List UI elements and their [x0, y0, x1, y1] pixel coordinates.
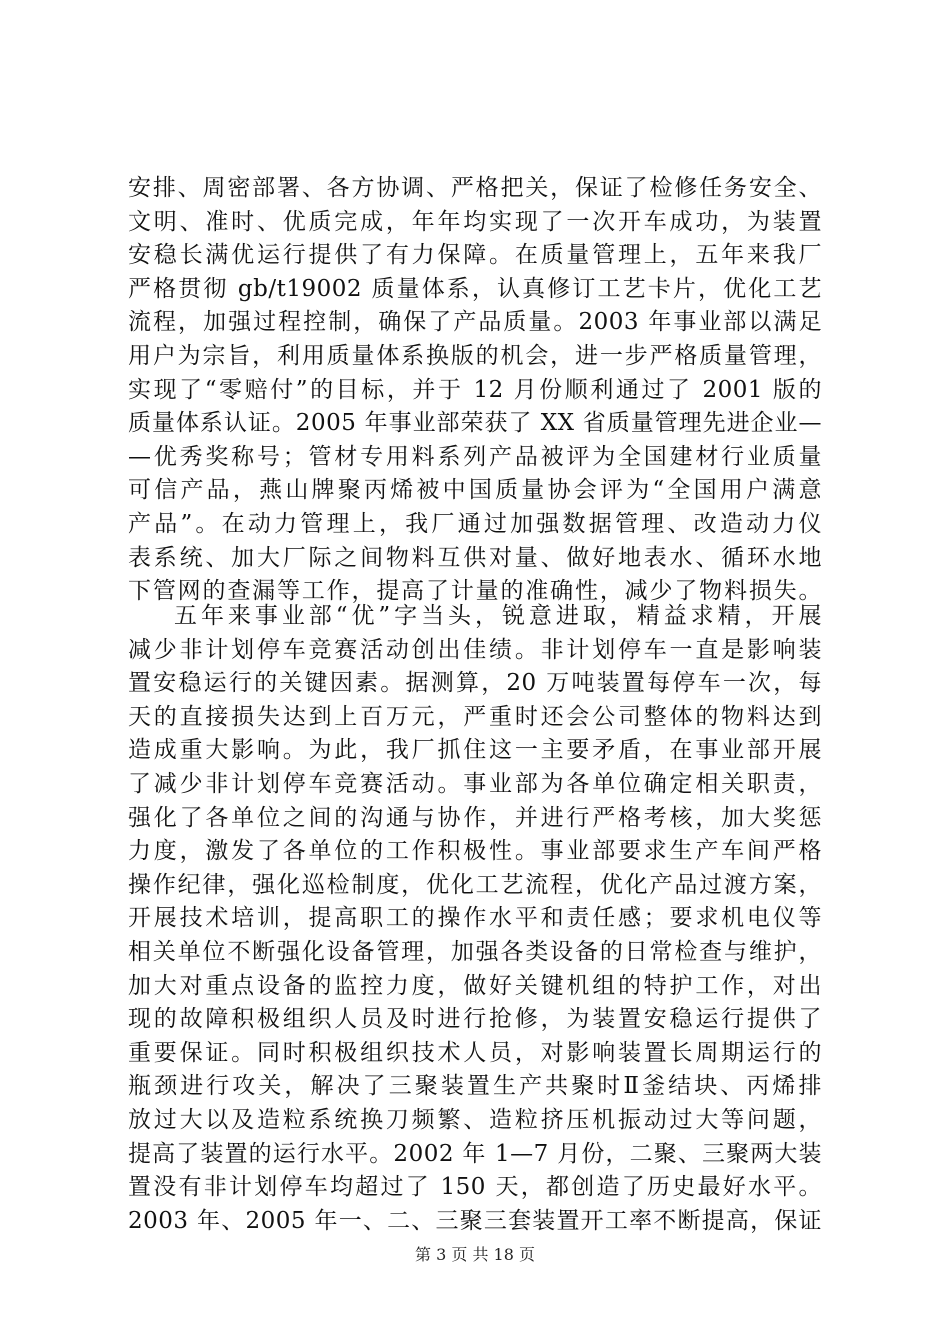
text-line: 实现了“零赔付”的目标，并于 12 月份顺利通过了 2001 版的 — [128, 376, 822, 403]
text-line: 用户为宗旨，利用质量体系换版的机会，进一步严格质量管理， — [128, 342, 822, 369]
text-line: —优秀奖称号；管材专用料系列产品被评为全国建材行业质量 — [128, 443, 822, 470]
text-line: 强化了各单位之间的沟通与协作，并进行严格考核，加大奖惩 — [128, 804, 822, 831]
text-line: 2003 年、2005 年一、二、三聚三套装置开工率不断提高，保证 — [128, 1207, 822, 1234]
text-line: 五年来事业部“优”字当头，锐意进取，精益求精，开展 — [174, 603, 822, 629]
text-line: 力度，激发了各单位的工作积极性。事业部要求生产车间严格 — [128, 838, 822, 865]
text-line: 安稳长满优运行提供了有力保障。在质量管理上，五年来我厂 — [128, 242, 822, 269]
text-line: 文明、准时、优质完成，年年均实现了一次开车成功，为装置 — [128, 208, 822, 235]
paragraph-1 — [128, 172, 822, 609]
text-line: 加大对重点设备的监控力度，做好关键机组的特护工作，对出 — [128, 972, 822, 999]
paragraph-2 — [128, 600, 822, 1238]
text-line: 开展技术培训，提高职工的操作水平和责任感；要求机电仪等 — [128, 905, 822, 932]
text-line: 减少非计划停车竞赛活动创出佳绩。非计划停车一直是影响装 — [128, 636, 822, 663]
text-line: 可信产品，燕山牌聚丙烯被中国质量协会评为“全国用户满意 — [128, 477, 822, 504]
text-line: 了减少非计划停车竞赛活动。事业部为各单位确定相关职责， — [128, 770, 822, 797]
text-line: 放过大以及造粒系统换刀频繁、造粒挤压机振动过大等问题， — [128, 1106, 822, 1133]
text-line: 天的直接损失达到上百万元，严重时还会公司整体的物料达到 — [128, 703, 822, 730]
text-line: 造成重大影响。为此，我厂抓住这一主要矛盾，在事业部开展 — [128, 737, 822, 764]
text-line: 置没有非计划停车均超过了 150 天，都创造了历史最好水平。 — [128, 1174, 822, 1201]
text-line: 相关单位不断强化设备管理，加强各类设备的日常检查与维护， — [128, 938, 822, 965]
text-line: 现的故障积极组织人员及时进行抢修，为装置安稳运行提供了 — [128, 1006, 822, 1033]
text-line: 产品”。在动力管理上，我厂通过加强数据管理、改造动力仪 — [128, 510, 822, 537]
page-footer: 第 3 页 共 18 页 — [415, 1245, 535, 1264]
text-line: 重要保证。同时积极组织技术人员，对影响装置长周期运行的 — [128, 1039, 822, 1066]
text-line: 质量体系认证。2005 年事业部荣获了 XX 省质量管理先进企业— — [128, 410, 822, 437]
text-line: 瓶颈进行攻关，解决了三聚装置生产共聚时Ⅱ釜结块、丙烯排 — [128, 1073, 822, 1100]
text-line: 表系统、加大厂际之间物料互供对量、做好地表水、循环水地 — [128, 544, 822, 571]
text-line: 严格贯彻 gb/t19002 质量体系，认真修订工艺卡片，优化工艺 — [128, 275, 822, 302]
text-line: 置安稳运行的关键因素。据测算，20 万吨装置每停车一次，每 — [128, 670, 822, 697]
text-line: 提高了装置的运行水平。2002 年 1—7 月份，二聚、三聚两大装 — [128, 1140, 822, 1167]
text-line: 下管网的查漏等工作，提高了计量的准确性，减少了物料损失。 — [128, 578, 822, 605]
text-line: 流程，加强过程控制，确保了产品质量。2003 年事业部以满足 — [128, 309, 822, 336]
text-line: 操作纪律，强化巡检制度，优化工艺流程，优化产品过渡方案， — [128, 871, 822, 898]
text-line: 安排、周密部署、各方协调、严格把关，保证了检修任务安全、 — [128, 175, 822, 201]
